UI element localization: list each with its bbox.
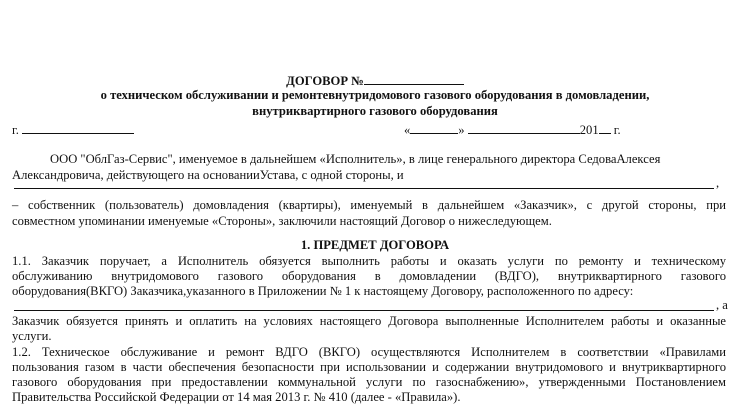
clause-1-1-line-2: обслуживанию внутридомового газового оборудования в домовладении (ВДГО), внутриквартирного газового (12, 269, 726, 283)
year-blank (599, 121, 611, 134)
address-blank (14, 310, 714, 311)
clause-1-1-line-5: Заказчик обязуется принять и оплатить на условиях настоящего Договора выполненные Исполнителем работы и оказанные (12, 314, 726, 328)
year-suffix: г. (613, 123, 621, 137)
city-field (12, 121, 134, 139)
clause-1-1-line-1: 1.1. Заказчик поручает, а Исполнитель обязуется выполнить работы и оказать услуги по ремонту и техническому (12, 254, 726, 268)
clause-1-1-line-6: услуги. (12, 329, 52, 343)
date-quote-close: » (458, 123, 465, 137)
city-prefix: г. (12, 123, 19, 137)
preamble-line-3-end: , (716, 176, 720, 190)
preamble-line-4: – собственник (пользователь) домовладения (квартиры), именуемый в дальнейшем «Заказчик», с другой стороны, при (12, 198, 726, 212)
clause-1-2-line-1: 1.2. Техническое обслуживание и ремонт ВДГО (ВКГО) осуществляются Исполнителем в соответствии «Правилами (12, 345, 726, 359)
preamble-line-1: ООО "ОблГаз-Сервис", именуемое в дальнейшем «Исполнитель», в лице генерального директора СедоваАлексея (50, 152, 661, 166)
title-text: ДОГОВОР № (286, 74, 364, 88)
date-quote-open: « (404, 123, 411, 137)
clause-1-1-line-3: оборудования(ВКГО) Заказчика,указанного в Приложении № 1 к настоящему Договору, расположенного по адресу: (12, 284, 634, 298)
clause-1-2-line-2: пользования газом в части обеспечения безопасности при использовании и содержании внутридомового и внутриквартирного (12, 360, 726, 374)
month-blank (468, 121, 580, 134)
clause-1-2-line-4: Правительства Российской Федерации от 14 мая 2013 г. № 410 (далее - «Правила»). (12, 390, 461, 404)
clause-1-1-line-4-end: , а (716, 298, 728, 312)
day-blank (410, 121, 458, 134)
year-prefix: 201 (579, 123, 599, 137)
preamble-line-2: Александровича, действующего на основанииУстава, с одной стороны, и (12, 168, 404, 182)
date-field (404, 121, 621, 139)
city-blank (22, 121, 134, 134)
customer-name-blank (14, 188, 714, 189)
preamble-line-5: совместном упоминании именуемые «Стороны», заключили настоящий Договор о нижеследующем. (12, 214, 552, 228)
contract-number-blank (364, 72, 464, 85)
document-subtitle-1: о техническом обслуживании и ремонтевнутридомового газового оборудования в домовладении, (100, 88, 650, 102)
clause-1-2-line-3: газового оборудования при предоставлении коммунальной услуги по газоснабжению», утвержденными Постановлением (12, 375, 726, 389)
document-subtitle-2: внутриквартирного газового оборудования (252, 104, 498, 118)
document-title (0, 72, 750, 90)
section-1-heading: 1. ПРЕДМЕТ ДОГОВОРА (300, 238, 450, 252)
